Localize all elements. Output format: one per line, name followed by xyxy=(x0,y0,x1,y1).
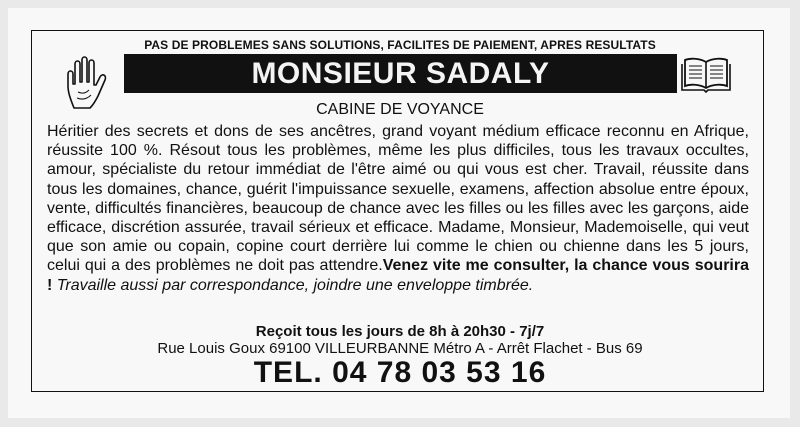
description-paragraph xyxy=(47,122,749,295)
subtitle: CABINE DE VOYANCE xyxy=(316,101,484,118)
opening-hours: Reçoit tous les jours de 8h à 20h30 - 7j/7 xyxy=(255,323,545,340)
call-to-action: Venez vite me consulter, la chance vous sourira ! xyxy=(47,257,749,294)
description-text: Héritier des secrets et dons de ses ancêtres, grand voyant médium efficace reconnu en Afrique, réussite 100 %. Résout tous les problèmes, même les plus difficiles, tous les travaux occultes, amour, spécialiste du retour immédiat de l'être aimé ou qui vous est cher. Travail, réussite dans tous les domaines, chance, guérit l'impuissance sexuelle, examens, affection absolue entre époux, vente, difficultés financières, beaucoup de chance avec les filles ou les filles avec les garçons, aide efficace, discrétion assurée, travail sérieux et efficace. Madame, Monsieur, Mademoiselle, qui veut que son amie ou copain, copine court derrière lui comme le chien ou chienne dans les 5 jours, celui qui a des problèmes ne doit pas attendre. xyxy=(47,123,749,275)
name-banner: MONSIEUR SADALY xyxy=(124,54,677,93)
correspondence-note: Travaille aussi par correspondance, joindre une enveloppe timbrée. xyxy=(56,276,534,294)
tagline: PAS DE PROBLEMES SANS SOLUTIONS, FACILITES DE PAIEMENT, APRES RESULTATS xyxy=(144,38,656,52)
address: Rue Louis Goux 69100 VILLEURBANNE Métro A - Arrêt Flachet - Bus 69 xyxy=(157,340,643,357)
phone-number: TEL. 04 78 03 53 16 xyxy=(253,356,547,389)
book-icon xyxy=(680,54,732,94)
